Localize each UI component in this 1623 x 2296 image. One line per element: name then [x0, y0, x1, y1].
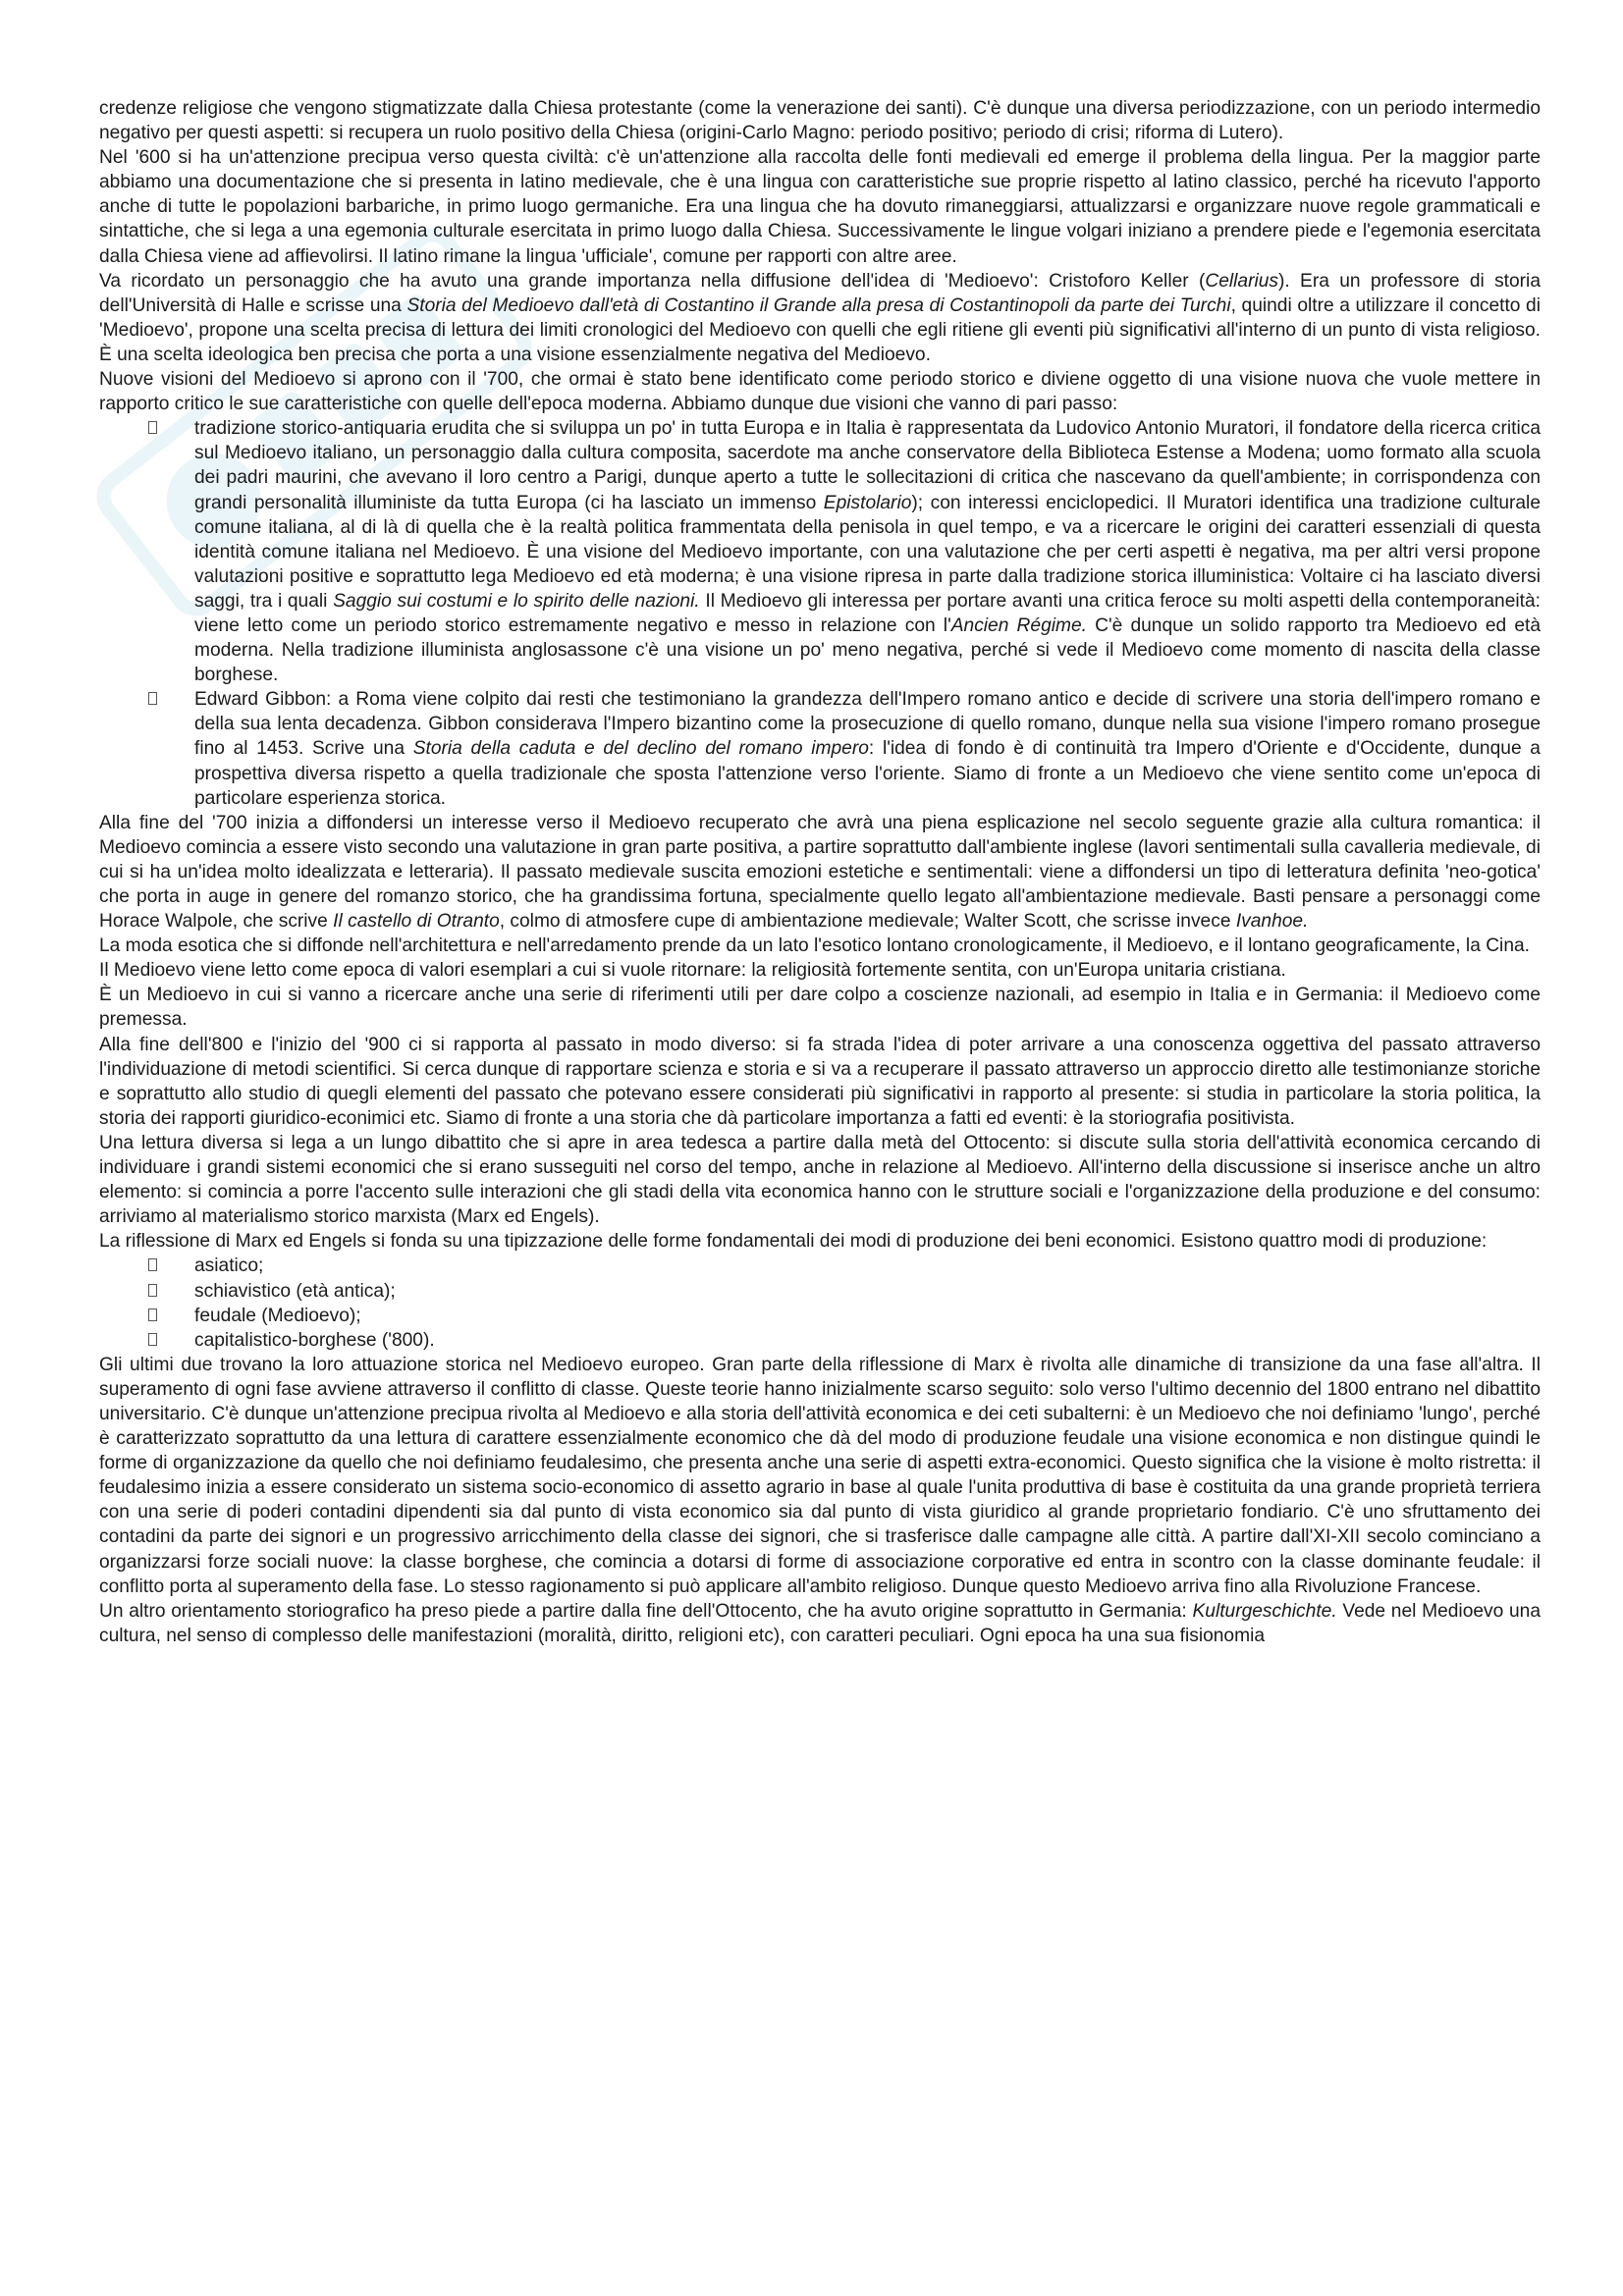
- paragraph: È un Medioevo in cui si vanno a ricercare anche una serie di riferimenti utili per dare colpo a coscienze nazionali, ad esempio in Italia e in Germania: il Medioevo come premessa.: [99, 985, 1541, 1031]
- list-item: feudale (Medioevo);: [99, 1304, 1541, 1328]
- bullet-icon: [148, 1333, 157, 1346]
- list-item: asiatico;: [99, 1254, 1541, 1278]
- paragraph: Nuove visioni del Medioevo si aprono con il '700, che ormai è stato bene identificato come periodo storico e diviene oggetto di una visione nuova che vuole mettere in rapporto critico le sue caratteristiche con quelle dell'epoca moderna. Abbiamo dunque due visioni che vanno di pari passo:: [99, 369, 1541, 415]
- paragraph: La riflessione di Marx ed Engels si fonda su una tipizzazione delle forme fondamentali dei modi di produzione dei beni economici. Esistono quattro modi di produzione:: [99, 1231, 1488, 1253]
- document-body: [99, 96, 1541, 1648]
- paragraph: Alla fine dell'800 e l'inizio del '900 ci si rapporta al passato in modo diverso: si fa strada l'idea di poter arrivare a una conoscenza oggettiva del passato attraverso l'individuazione di metodi scientifici. Si cerca dunque di rapportare scienza e storia e si va a recuperare il passato attraverso un approccio diretto alle testimonianze storiche e soprattutto allo studio di quegli elementi del passato che potevano essere considerati più significativi in rapporto al presente: si studia in particolare la storia politica, la storia dei rapporti giuridico-econimici etc. Siamo di fronte a una storia che dà particolare importanza a fatti ed eventi: è la storiografia positivista.: [99, 1034, 1541, 1129]
- paragraph: Una lettura diversa si lega a un lungo dibattito che si apre in area tedesca a partire dalla metà del Ottocento: si discute sulla storia dell'attività economica cercando di individuare i grandi sistemi economici che si erano susseguiti nel corso del tempo, anche in relazione al Medioevo. All'interno della discussione si inserisce anche un altro elemento: si comincia a porre l'accento sulle interazioni che gli stadi della vita economica hanno con le strutture sociali e l'organizzazione della produzione e del consumo: arriviamo al materialismo storico marxista (Marx ed Engels).: [99, 1132, 1541, 1228]
- list-item-gibbon: Edward Gibbon: a Roma viene colpito dai resti che testimoniano la grandezza dell'Impero romano antico e decide di scrivere una storia dell'impero romano e della sua lenta decadenza. Gibbon considerava l'Impero bizantino come la prosecuzione di quello romano, dunque nella sua visione l'impero romano prosegue fino al 1453. Scrive una Storia della caduta e del declino del romano impero: l'idea di fondo è di continuità tra Impero d'Oriente e d'Occidente, dunque a prospettiva diversa rispetto a quella tradizionale che sposta l'attenzione verso l'oriente. Siamo di fronte a un Medioevo che viene sentito come un'epoca di particolare esperienza storica.: [99, 687, 1541, 810]
- bullet-icon: [148, 692, 157, 705]
- bullet-icon: [148, 1284, 157, 1297]
- bullet-icon: [148, 1308, 157, 1321]
- list-item: capitalistico-borghese ('800).: [99, 1328, 1541, 1353]
- paragraph: Nel '600 si ha un'attenzione precipua verso questa civiltà: c'è un'attenzione alla raccolta delle fonti medievali ed emerge il problema della lingua. Per la maggior parte abbiamo una documentazione che si presenta in latino medievale, che è una lingua con caratteristiche sue proprie rispetto al latino classico, perché ha ricevuto l'apporto anche di tutte le popolazioni barbariche, in primo luogo germaniche. Era una lingua che ha dovuto rimaneggiarsi, attualizzarsi e organizzare nuove regole grammaticali e sintattiche, che si lega a una egemonia culturale esercitata in primo luogo dalla Chiesa. Successivamente le lingue volgari iniziano a prendere piede e l'egemonia esercitata dalla Chiesa viene ad affievolirsi. Il latino rimane la lingua 'ufficiale', comune per rapporti con altre aree.: [99, 147, 1541, 267]
- bullet-icon: [148, 1258, 157, 1271]
- bullet-icon: [148, 421, 157, 434]
- paragraph-kulturgeschichte: Un altro orientamento storiografico ha preso piede a partire dalla fine dell'Ottocento, che ha avuto origine soprattutto in Germania: Kulturgeschichte. Vede nel Medioevo una cultura, nel senso di complesso delle manifestazioni (moralità, diritto, religioni etc), con caratteri peculiari. Ogni epoca ha una sua fisionomia: [99, 1600, 1542, 1646]
- bullet-list-visions: [99, 416, 1541, 811]
- paragraph-romantic: Alla fine del '700 inizia a diffondersi un interesse verso il Medioevo recuperato che avrà una piena esplicazione nel secolo seguente grazie alla cultura romantica: il Medioevo comincia a essere visto secondo una valutazione in gran parte positiva, a partire soprattutto dall'ambiente inglese (lavori sentimentali sulla cavalleria medievale, di cui si ha un'idea molto idealizzata e letteraria). Il passato medievale suscita emozioni estetiche e sentimentali: viene a diffondersi un tipo di letteratura definita 'neo-gotica' che porta in auge in genere del romanzo storico, che ha grandissima fortuna, specialmente quello legato all'ambientazione medievale. Basti pensare a personaggi come Horace Walpole, che scrive Il castello di Otranto, colmo di atmosfere cupe di ambientazione medievale; Walter Scott, che scrisse invece Ivanhoe.: [99, 812, 1541, 933]
- paragraph: Gli ultimi due trovano la loro attuazione storica nel Medioevo europeo. Gran parte della riflessione di Marx è rivolta alle dinamiche di transizione da una fase all'altra. Il superamento di ogni fase avviene attraverso il conflitto di classe. Queste teorie hanno inizialmente scarso seguito: solo verso l'ultimo decennio del 1800 entrano nel dibattito universitario. C'è dunque un'attenzione precipua rivolta al Medioevo e alla storia dell'attività economica e dei ceti subalterni: è un Medioevo che noi definiamo 'lungo', perché è caratterizzato soprattutto da una lettura di carattere essenzialmente economico che dà del modo di produzione feudale una visione economica e non distingue quindi le forme di organizzazione da quello che noi definiamo feudalesimo, che presenta anche una serie di aspetti extra-economici. Questo significa che la visione è molto ristretta: il feudalesimo inizia a essere considerato un sistema socio-economico di assetto agrario in base al quale l'unita produttiva di base è costituita da una grande proprietà terriera con una serie di poderi contadini dipendenti sia dal punto di vista economico sia dal punto di vista giuridico al grande proprietario fondiario. C'è uno sfruttamento dei contadini da parte dei signori e un progressivo arricchimento della classe dei signori, che si trasferisce dalle campagne alle città. A partire dall'XI-XII secolo cominciano a organizzarsi forze sociali nuove: la classe borghese, che comincia a dotarsi di forme di associazione corporative ed entra in scontro con la classe dominante feudale: il conflitto porta al superamento della fase. Lo stesso ragionamento si può applicare all'ambito religioso. Dunque questo Medioevo arriva fino alla Rivoluzione Francese.: [99, 1354, 1541, 1597]
- paragraph-keller: Va ricordato un personaggio che ha avuto una grande importanza nella diffusione dell'idea di 'Medioevo': Cristoforo Keller (Cellarius). Era un professore di storia dell'Università di Halle e scrisse una Storia del Medioevo dall'età di Costantino il Grande alla presa di Costantinopoli da parte dei Turchi, quindi oltre a utilizzare il concetto di 'Medioevo', propone una scelta precisa di lettura dei limiti cronologici del Medioevo con quelli che egli ritiene gli eventi più significativi all'interno di un punto di vista religioso. È una scelta ideologica ben precisa che porta a una visione essenzialmente negativa del Medioevo.: [99, 270, 1541, 365]
- list-item-muratori: tradizione storico-antiquaria erudita che si sviluppa un po' in tutta Europa e in Italia è rappresentata da Ludovico Antonio Muratori, il fondatore della ricerca critica sul Medioevo italiano, un personaggio dalla cultura composita, sacerdote ma anche conservatore della Biblioteca Estense a Modena; uomo formato alla scuola dei padri maurini, che avevano il loro centro a Parigi, dunque aperto a tutte le sollecitazioni di critica che nascevano da quell'ambiente; in corrispondenza con grandi personalità illuministe da tutta Europa (ci ha lasciato un immenso Epistolario); con interessi enciclopedici. Il Muratori identifica una tradizione culturale comune italiana, al di là di quella che è la realtà politica frammentata della penisola in quel tempo, e va a ricercare le origini dei caratteri essenziali di questa identità comune italiana nel Medioevo. È una visione del Medioevo importante, con una valutazione che per certi aspetti è negativa, ma per altri versi propone valutazioni positive e soprattutto lega Medioevo ed età moderna; è una visione ripresa in parte dalla tradizione storica illuministica: Voltaire ci ha lasciato diversi saggi, tra i quali Saggio sui costumi e lo spirito delle nazioni. Il Medioevo gli interessa per portare avanti una critica feroce su molti aspetti della contemporaneità: viene letto come un periodo storico estremamente negativo e messo in relazione con l'Ancien Régime. C'è dunque un solido rapporto tra Medioevo ed età moderna. Nella tradizione illuminista anglosassone c'è una visione un po' meno negativa, perché si vede il Medioevo come momento di nascita della classe borghese.: [99, 416, 1541, 687]
- paragraph: Il Medioevo viene letto come epoca di valori esemplari a cui si vuole ritornare: la religiosità fortemente sentita, con un'Europa unitaria cristiana.: [99, 960, 1286, 982]
- list-item: schiavistico (età antica);: [99, 1279, 1541, 1304]
- bullet-list-modes: [99, 1254, 1541, 1352]
- paragraph: credenze religiose che vengono stigmatizzate dalla Chiesa protestante (come la venerazione dei santi). C'è dunque una diversa periodizzazione, con un periodo intermedio negativo per questi aspetti: si recupera un ruolo positivo della Chiesa (origini-Carlo Magno: periodo positivo; periodo di crisi; riforma di Lutero).: [99, 98, 1541, 144]
- paragraph: La moda esotica che si diffonde nell'architettura e nell'arredamento prende da un lato l'esotico lontano cronologicamente, il Medioevo, e il lontano geograficamente, la Cina.: [99, 935, 1530, 957]
